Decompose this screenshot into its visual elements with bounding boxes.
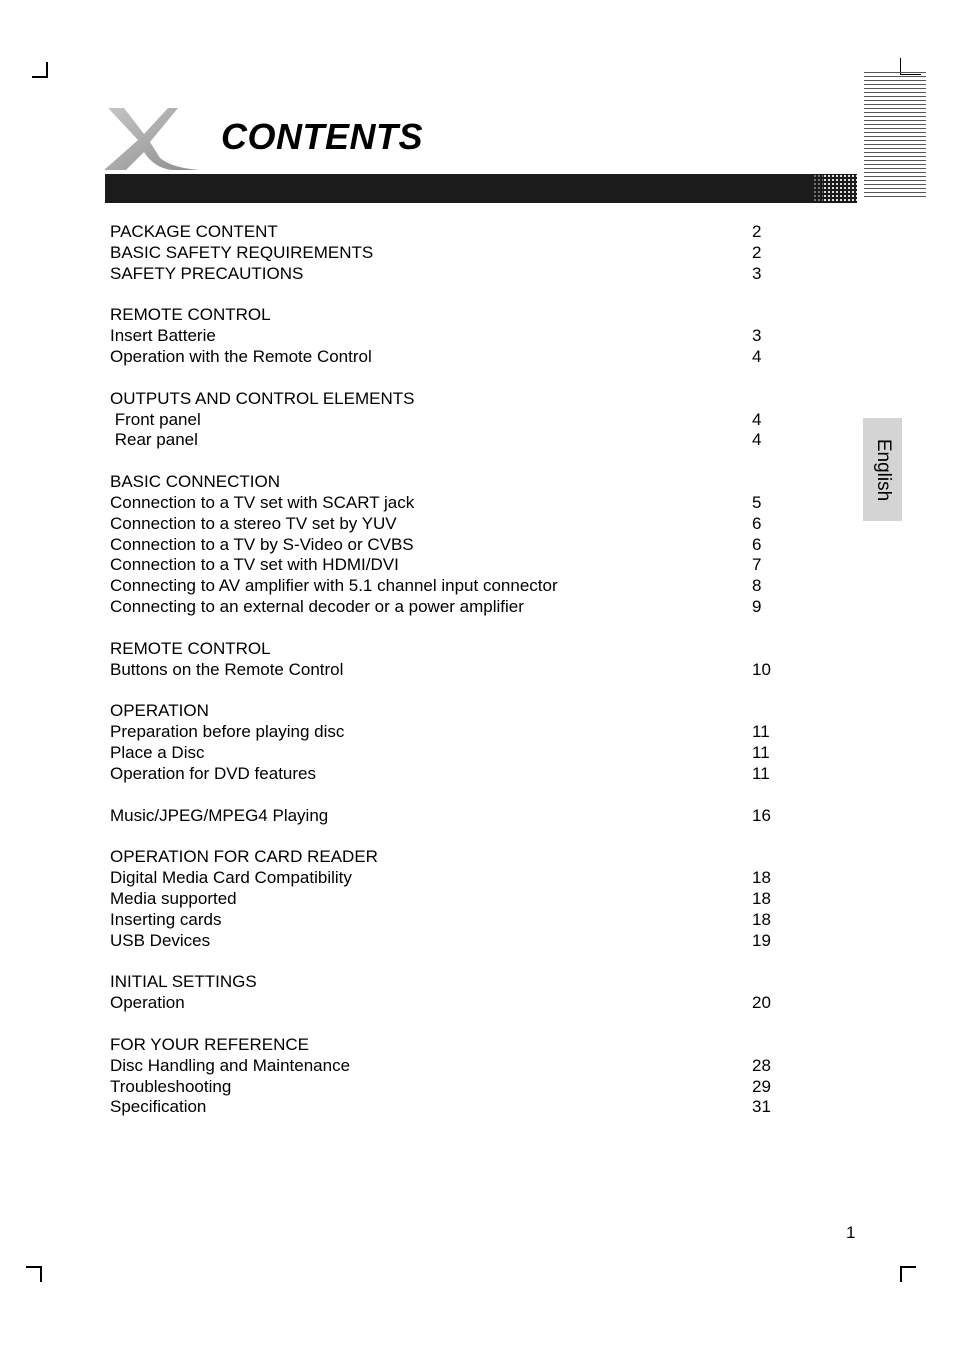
- title-bar: [105, 174, 857, 203]
- toc-entry-page-number: 2: [752, 242, 762, 262]
- toc-entry-label: Connecting to AV amplifier with 5.1 channel input connector: [110, 576, 558, 596]
- toc-entry-label: INITIAL SETTINGS: [110, 972, 257, 992]
- toc-entry: [110, 1097, 774, 1118]
- toc-entry-page-number: 29: [752, 1076, 771, 1096]
- toc-entry: [110, 347, 774, 368]
- toc-entry-page-number: 10: [752, 659, 771, 679]
- toc-section: [110, 1035, 774, 1118]
- toc-entry-page-number: 18: [752, 909, 771, 929]
- toc-entry-label: Connection to a TV by S-Video or CVBS: [110, 534, 414, 554]
- language-tab: [863, 418, 902, 521]
- toc-entry-label: Operation: [110, 993, 185, 1013]
- language-tab-label: English: [872, 438, 894, 501]
- toc-entry-page-number: 6: [752, 513, 762, 533]
- toc-entry-label: OPERATION FOR CARD READER: [110, 847, 378, 867]
- toc-entry: [110, 993, 774, 1014]
- toc-entry-page-number: 19: [752, 930, 771, 950]
- toc-entry: [110, 493, 774, 514]
- toc-entry-page-number: 11: [752, 742, 770, 762]
- toc-section-heading: [110, 1035, 774, 1056]
- toc-section: [110, 806, 774, 827]
- toc-entry-page-number: 11: [752, 763, 770, 783]
- toc-entry-label: Connecting to an external decoder or a power amplifier: [110, 596, 524, 616]
- toc-entry: [110, 264, 774, 285]
- toc-section-heading: [110, 701, 774, 722]
- toc-entry-label: PACKAGE CONTENT: [110, 222, 278, 241]
- toc-entry-page-number: 18: [752, 888, 771, 908]
- toc-entry: [110, 243, 774, 264]
- toc-entry-label: Disc Handling and Maintenance: [110, 1055, 351, 1075]
- toc-entry-label: Troubleshooting: [110, 1076, 232, 1096]
- toc-entry-page-number: 2: [752, 222, 762, 241]
- title-bar-dot-pattern-faint: [813, 174, 823, 203]
- toc-entry: [110, 535, 774, 556]
- toc-entry-label: BASIC SAFETY REQUIREMENTS: [110, 242, 374, 262]
- toc-entry-label: Music/JPEG/MPEG4 Playing: [110, 805, 329, 825]
- toc-entry-label: USB Devices: [110, 930, 211, 950]
- toc-entry-label: BASIC CONNECTION: [110, 472, 281, 492]
- toc-entry: [110, 430, 774, 451]
- toc-section: [110, 305, 774, 367]
- crop-mark-top-left: [32, 62, 48, 78]
- toc-entry: [110, 868, 774, 889]
- toc-section: [110, 972, 774, 1014]
- toc-entry: [110, 576, 774, 597]
- toc-entry: [110, 410, 774, 431]
- toc-entry-label: Operation for DVD features: [110, 763, 316, 783]
- decorative-stripes: [864, 72, 926, 200]
- toc-entry-page-number: 3: [752, 263, 762, 283]
- title-bar-dot-pattern: [823, 174, 857, 203]
- toc-entry-label: Inserting cards: [110, 909, 222, 929]
- toc-entry-page-number: 4: [752, 430, 762, 450]
- toc-entry-label: FOR YOUR REFERENCE: [110, 1034, 309, 1054]
- toc-entry-label: REMOTE CONTROL: [110, 638, 271, 658]
- toc-entry: [110, 222, 774, 243]
- toc-section-heading: [110, 472, 774, 493]
- toc-entry: [110, 889, 774, 910]
- toc-entry: [110, 931, 774, 952]
- toc-entry-label: REMOTE CONTROL: [110, 305, 271, 325]
- toc-entry-page-number: 8: [752, 576, 762, 596]
- toc-entry-label: Connection to a TV set with SCART jack: [110, 492, 415, 512]
- x-logo-icon: [102, 106, 202, 172]
- toc-entry: [110, 806, 774, 827]
- toc-entry: [110, 597, 774, 618]
- toc-entry-label: Rear panel: [110, 430, 198, 450]
- toc-entry-page-number: 20: [752, 993, 771, 1013]
- toc-entry-page-number: 16: [752, 805, 771, 825]
- toc-entry: [110, 555, 774, 576]
- toc-section: [110, 847, 774, 951]
- toc-section: [110, 639, 774, 681]
- toc-entry-label: Preparation before playing disc: [110, 722, 345, 742]
- toc-entry-page-number: 28: [752, 1055, 771, 1075]
- toc-entry-page-number: 3: [752, 326, 762, 346]
- toc-section-heading: [110, 389, 774, 410]
- page-title: CONTENTS: [221, 116, 423, 157]
- toc-entry: [110, 514, 774, 535]
- toc-entry-page-number: 4: [752, 346, 762, 366]
- toc-section: [110, 222, 774, 284]
- toc-entry-label: Operation with the Remote Control: [110, 346, 372, 366]
- toc-entry-page-number: 6: [752, 534, 762, 554]
- toc-entry-label: Media supported: [110, 888, 237, 908]
- crop-mark-bottom-left: [26, 1266, 42, 1282]
- toc-entry-label: Place a Disc: [110, 742, 205, 762]
- page-number: 1: [846, 1223, 856, 1242]
- toc-entry: [110, 326, 774, 347]
- table-of-contents: [110, 222, 774, 1139]
- toc-entry: [110, 743, 774, 764]
- toc-section: [110, 472, 774, 618]
- toc-entry: [110, 764, 774, 785]
- toc-entry: [110, 1056, 774, 1077]
- toc-entry-page-number: 31: [752, 1097, 771, 1117]
- toc-entry-page-number: 4: [752, 409, 762, 429]
- toc-entry-label: Front panel: [110, 409, 201, 429]
- toc-entry: [110, 1077, 774, 1098]
- toc-entry-label: Specification: [110, 1097, 207, 1117]
- toc-entry-label: Connection to a TV set with HDMI/DVI: [110, 555, 399, 575]
- toc-section: [110, 701, 774, 784]
- toc-section: [110, 389, 774, 451]
- toc-entry-label: OUTPUTS AND CONTROL ELEMENTS: [110, 388, 415, 408]
- crop-mark-bottom-right: [900, 1266, 916, 1282]
- toc-entry-page-number: 5: [752, 492, 762, 512]
- toc-entry: [110, 722, 774, 743]
- toc-entry-label: SAFETY PRECAUTIONS: [110, 263, 304, 283]
- toc-section-heading: [110, 305, 774, 326]
- toc-entry-label: Connection to a stereo TV set by YUV: [110, 513, 397, 533]
- toc-entry: [110, 910, 774, 931]
- toc-section-heading: [110, 847, 774, 868]
- toc-entry: [110, 660, 774, 681]
- toc-entry-page-number: 7: [752, 555, 762, 575]
- toc-entry-label: OPERATION: [110, 701, 209, 721]
- toc-entry-label: Buttons on the Remote Control: [110, 659, 344, 679]
- toc-section-heading: [110, 639, 774, 660]
- toc-entry-page-number: 11: [752, 722, 770, 742]
- toc-entry-page-number: 18: [752, 868, 771, 888]
- toc-entry-label: Digital Media Card Compatibility: [110, 868, 352, 888]
- toc-entry-page-number: 9: [752, 596, 762, 616]
- toc-section-heading: [110, 972, 774, 993]
- toc-entry-label: Insert Batterie: [110, 326, 216, 346]
